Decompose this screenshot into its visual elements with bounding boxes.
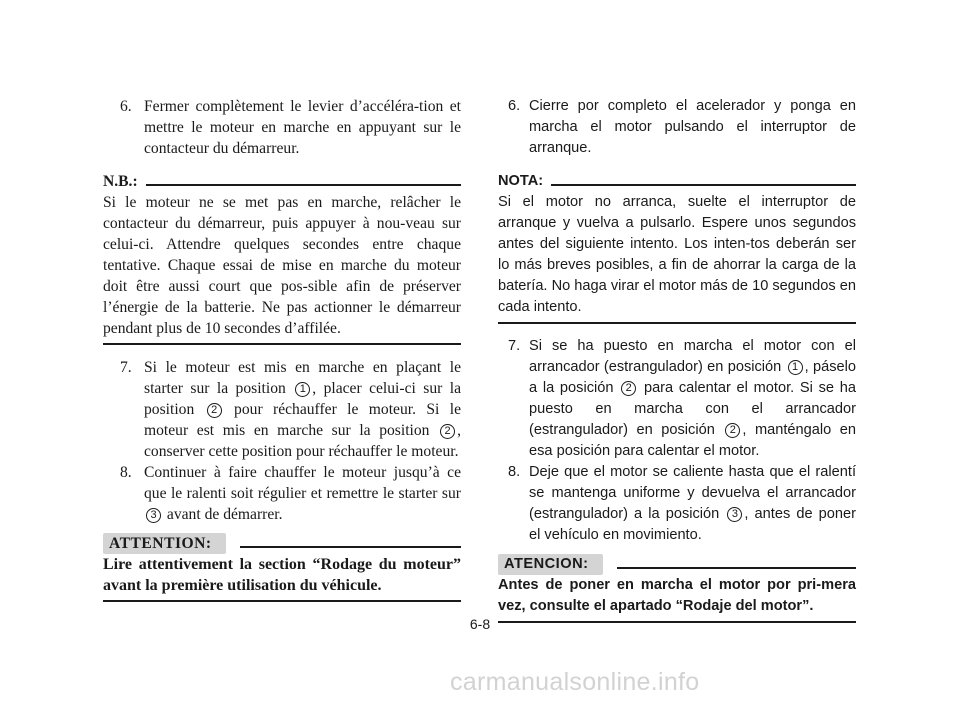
fr-attention-body: Lire attentivement la section “Rodage du moteur” avant la première utilisation du véhicule. bbox=[103, 554, 461, 602]
page-number: 6-8 bbox=[469, 616, 491, 632]
fr-step-6 bbox=[103, 96, 461, 159]
fr-attention-heading bbox=[103, 533, 461, 554]
step-number: 6. bbox=[120, 98, 132, 115]
step-text bbox=[529, 462, 856, 546]
step-text-part: , manténgalo en esa posición para calentar el motor. bbox=[529, 422, 856, 459]
step-number: 7. bbox=[508, 338, 521, 354]
position-3-icon: 3 bbox=[727, 507, 742, 522]
step-number: 6. bbox=[508, 98, 521, 114]
es-step-6 bbox=[498, 96, 856, 159]
step-number: 8. bbox=[508, 464, 521, 480]
step-text: Cierre por completo el acelerador y ponga en marcha el motor pulsando el interruptor de arranque. bbox=[529, 98, 856, 156]
step-text bbox=[144, 357, 461, 462]
step-text bbox=[529, 336, 856, 462]
es-note-body: Si el motor no arranca, suelte el interruptor de arranque y vuelva a pulsarlo. Espere unos segundos antes del siguiente intento. Los inten-tos deberán ser lo más breves posibles, a fin de ahorrar la carga de la batería. No haga virar el motor más de 10 segundos en cada intento. bbox=[498, 192, 856, 324]
step-text-part: Si se ha puesto en marcha el motor con el arrancador (estrangulador) en posición bbox=[529, 338, 856, 375]
step-text-part: Si le moteur est mis en marche en plaçant le starter sur la position bbox=[144, 359, 461, 397]
fr-note-heading bbox=[103, 171, 461, 192]
es-attention-heading bbox=[498, 554, 856, 575]
spanish-column bbox=[498, 96, 856, 623]
step-text-part: , conserver cette position pour réchauffer le moteur. bbox=[144, 422, 461, 460]
step-text-part: Deje que el motor se caliente hasta que el ralentí se mantenga uniforme y devuelva el arrancador (estrangulador) a la posición bbox=[529, 464, 856, 522]
position-2-icon: 2 bbox=[725, 423, 740, 438]
attention-label: ATENCION: bbox=[498, 554, 603, 575]
fr-step-8 bbox=[103, 462, 461, 525]
step-text-part: , antes de poner el vehículo en movimiento. bbox=[529, 506, 856, 543]
note-label: N.B.: bbox=[103, 173, 138, 190]
step-text-part: para calentar el motor. Si se ha puesto en marcha con el arrancador (estrangulador) en posición bbox=[529, 380, 856, 438]
divider bbox=[240, 546, 461, 548]
es-attention-body: Antes de poner en marcha el motor por pri-mera vez, consulte el apartado “Rodaje del motor”. bbox=[498, 575, 856, 623]
step-number: 7. bbox=[120, 359, 132, 376]
es-step-7 bbox=[498, 336, 856, 462]
es-note-heading bbox=[498, 171, 856, 192]
step-text-part: Continuer à faire chauffer le moteur jusqu’à ce que le ralenti soit régulier et remettre le starter sur bbox=[144, 464, 461, 502]
step-text-part: , placer celui-ci sur la position bbox=[144, 380, 461, 418]
watermark: carmanualsonline.info bbox=[450, 668, 700, 696]
step-number: 8. bbox=[120, 464, 132, 481]
step-text-part: pour réchauffer le moteur. Si le moteur est mis en marche sur la position bbox=[144, 401, 461, 439]
position-2-icon: 2 bbox=[207, 403, 222, 418]
step-text-part: avant de démarrer. bbox=[166, 506, 283, 523]
divider bbox=[617, 567, 857, 569]
fr-note-body: Si le moteur ne se met pas en marche, relâcher le contacteur du démarreur, puis appuyer à nou-veau sur celui-ci. Attendre quelques secondes entre chaque tentative. Chaque essai de mise en marche du moteur doit être aussi court que pos-sible afin de préserver l’énergie de la batterie. Ne pas actionner le démarreur pendant plus de 10 secondes d’affilée. bbox=[103, 192, 461, 345]
step-text: Fermer complètement le levier d’accéléra-tion et mettre le moteur en marche en appuyant sur le contacteur du démarreur. bbox=[144, 98, 461, 157]
french-column bbox=[103, 96, 461, 602]
position-3-icon: 3 bbox=[146, 508, 161, 523]
fr-step-7 bbox=[103, 357, 461, 462]
es-step-8 bbox=[498, 462, 856, 546]
step-text-part: , páselo a la posición bbox=[529, 359, 856, 396]
position-2-icon: 2 bbox=[621, 381, 636, 396]
position-1-icon: 1 bbox=[788, 360, 803, 375]
divider bbox=[551, 184, 856, 186]
attention-label: ATTENTION: bbox=[103, 533, 226, 554]
step-text bbox=[144, 462, 461, 525]
position-1-icon: 1 bbox=[295, 382, 310, 397]
note-label: NOTA: bbox=[498, 173, 544, 189]
divider bbox=[146, 184, 461, 186]
position-2-icon: 2 bbox=[440, 424, 455, 439]
